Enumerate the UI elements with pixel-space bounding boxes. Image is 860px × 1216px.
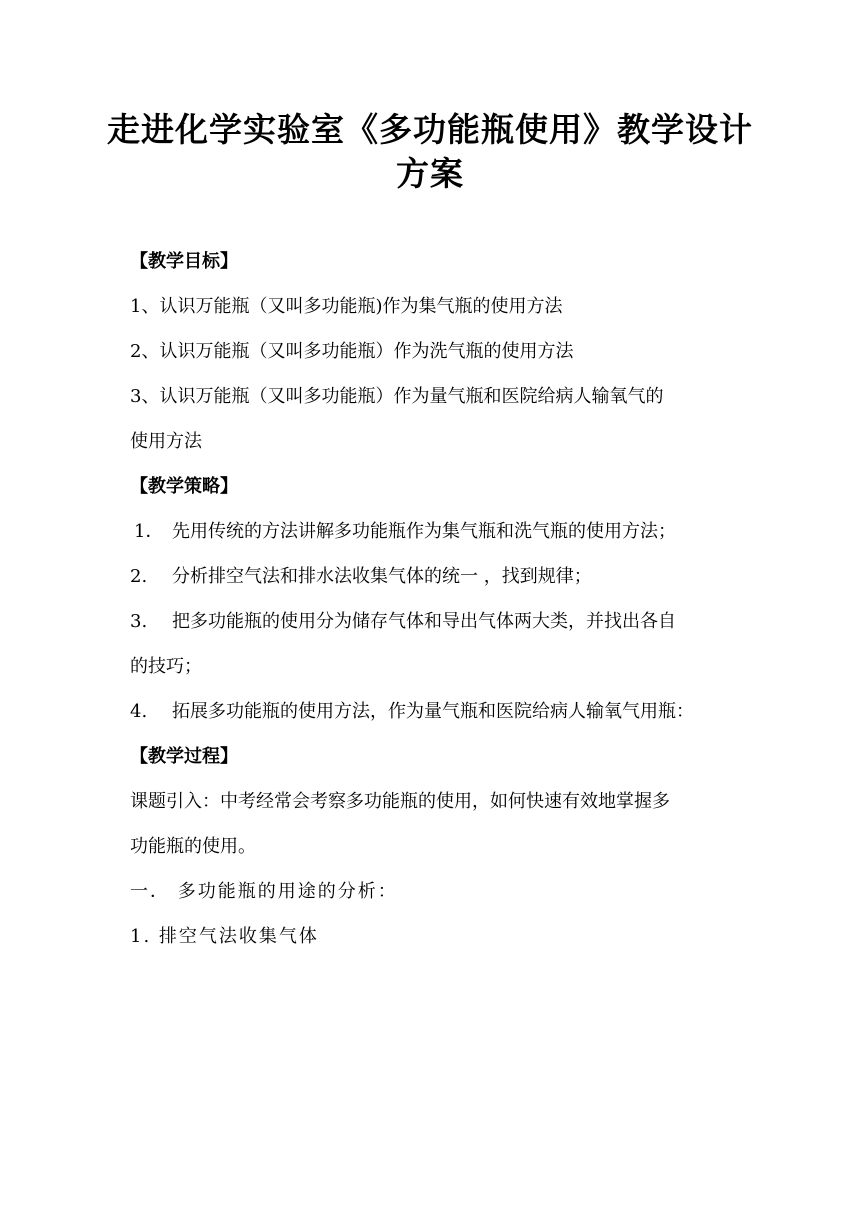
strategy-item-3-continued-text: 的技巧；	[130, 656, 202, 677]
process-section-1-heading: 一． 多功能瓶的用途的分析：	[130, 881, 398, 902]
strategy-item-1	[134, 518, 754, 546]
objectives-heading: 【教学目标】	[130, 251, 238, 272]
strategy-item-4-text: 拓展多功能瓶的使用方法，作为量气瓶和医院给病人输氧气用瓶：	[172, 701, 694, 722]
strategy-item-1-number: 1．	[134, 521, 164, 542]
strategy-item-3-number: 3.	[130, 611, 148, 632]
process-intro-line-2: 功能瓶的使用。	[130, 836, 256, 857]
process-subsection-1: 1. 排空气法收集气体	[130, 926, 319, 947]
objective-item-3: 3、认识万能瓶（又叫多功能瓶）作为量气瓶和医院给病人输氧气的	[130, 386, 664, 407]
strategy-item-1-text: 先用传统的方法讲解多功能瓶作为集气瓶和洗气瓶的使用方法；	[172, 521, 676, 542]
process-heading: 【教学过程】	[130, 746, 238, 767]
strategy-item-2-text: 分析排空气法和排水法收集气体的统一 ，找到规律；	[172, 566, 592, 587]
strategy-item-3-continued	[130, 653, 750, 681]
strategy-item-3-text: 把多功能瓶的使用分为储存气体和导出气体两大类，并找出各自	[172, 611, 676, 632]
document-title-line-2: 方案	[396, 154, 464, 193]
strategy-item-4	[130, 698, 750, 726]
objective-item-3-continued: 使用方法	[130, 431, 202, 452]
strategy-item-2	[130, 563, 750, 591]
objective-item-2: 2、认识万能瓶（又叫多功能瓶）作为洗气瓶的使用方法	[130, 341, 574, 362]
objective-item-1: 1、认识万能瓶（又叫多功能瓶)作为集气瓶的使用方法	[130, 296, 563, 317]
strategy-item-4-number: 4.	[130, 701, 148, 722]
strategy-heading: 【教学策略】	[130, 476, 238, 497]
document-title-line-1: 走进化学实验室《多功能瓶使用》教学设计	[107, 110, 753, 149]
process-intro-line-1: 课题引入：中考经常会考察多功能瓶的使用，如何快速有效地掌握多	[130, 791, 670, 812]
strategy-item-2-number: 2.	[130, 566, 148, 587]
strategy-item-3	[130, 608, 750, 636]
